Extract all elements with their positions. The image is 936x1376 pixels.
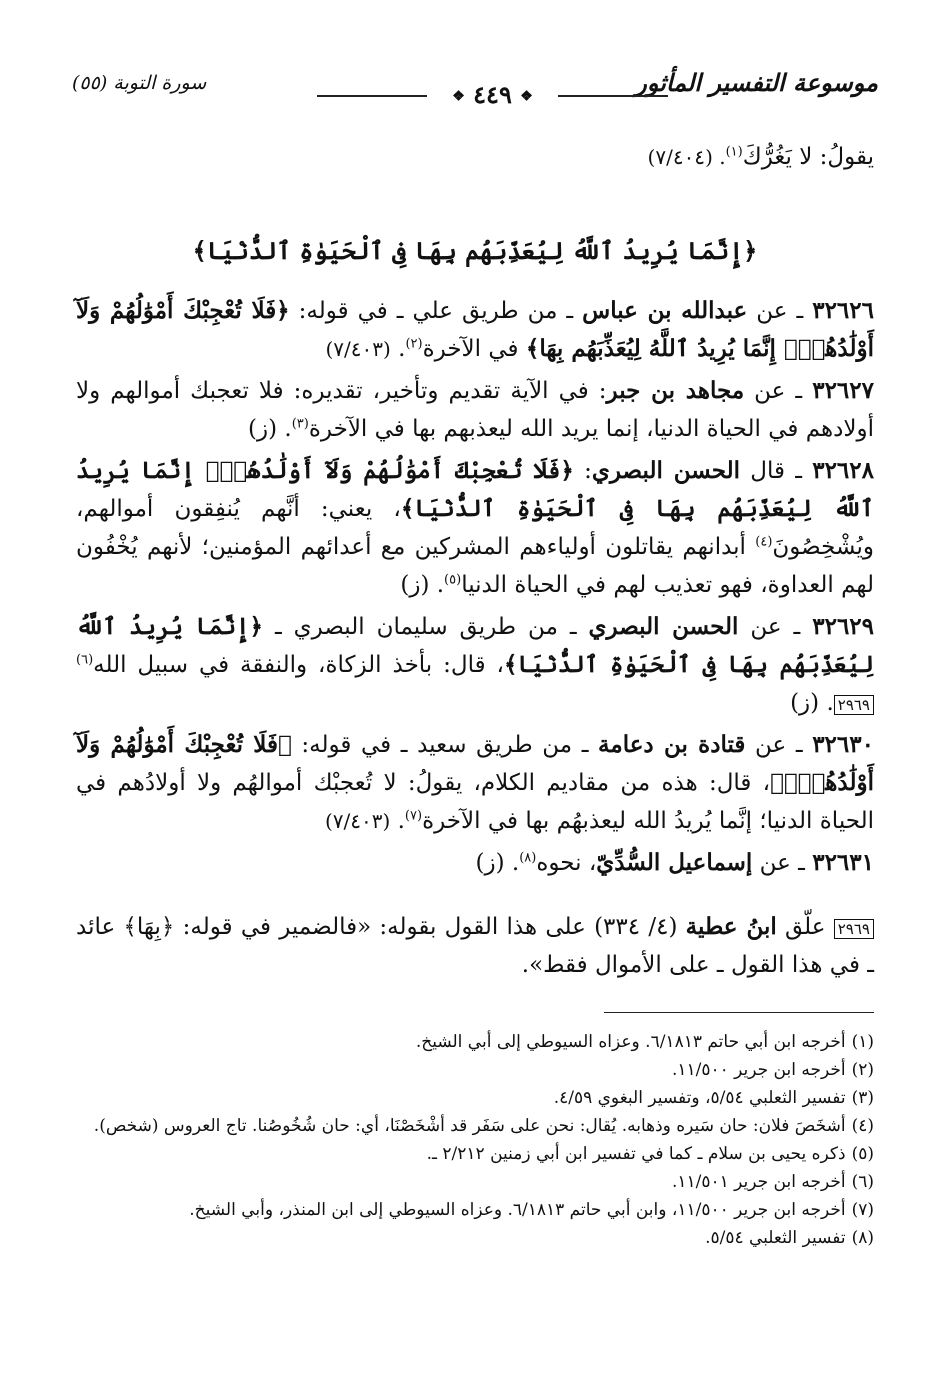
footnote-number: (٧) [851, 1200, 874, 1220]
entry-number: ٣٢٦٢٧ [812, 377, 874, 404]
entry-connector: ـ عن [752, 850, 813, 876]
footnote-number: (٥) [851, 1144, 874, 1164]
entry-text: . [390, 336, 406, 362]
footnote [76, 1196, 874, 1224]
entry-number: ٣٢٦٢٦ [812, 297, 874, 324]
footnote-number: (٢) [851, 1060, 874, 1080]
entry-text: أبدانهم يقاتلون أولياءهم المشركين مع أعدائهم المؤمنين؛ لأنهم يُخْفُون لهم العداوة، فهو تعذيب لهم في الحياة الدنيا [76, 534, 874, 598]
surah-title: سورة التوبة (٥٥) [72, 72, 207, 94]
footnote-separator [604, 1012, 874, 1013]
header-rule-left [317, 95, 427, 97]
entry-connector: ـ عن [745, 732, 813, 758]
narration-entry [76, 452, 874, 604]
entry-text: . [390, 808, 405, 834]
footnote-marker: (٣) [291, 416, 309, 432]
page-header [72, 68, 878, 108]
continuation-line [76, 138, 874, 176]
page-number-value: ٤٤٩ [473, 80, 512, 109]
continuation-text: يقولُ: لا يَغُرُّكَ [742, 144, 874, 170]
volume-reference: (٧/٤٠٣) [325, 337, 391, 361]
commentary-marker-box: ٢٩٦٩ [834, 695, 874, 715]
narration-entry [76, 372, 874, 448]
entry-connector: ـ عن [747, 298, 813, 324]
entry-text: ـ من طريق علي ـ في قوله: [289, 298, 583, 324]
footnote-marker: (٤) [755, 534, 773, 550]
entry-number: ٣٢٦٢٩ [812, 613, 875, 640]
entry-text: : [573, 458, 592, 484]
commentary-note [76, 908, 874, 984]
quran-quote: ﴿فَلَا تُعْجِبْكَ أَمْوَٰلُهُمْ وَلَآ أَوْلَٰدُهُمْۚ إِنَّمَا يُرِيدُ ٱللَّهُ لِيُعَذِّبَهُم بِهَا﴾ [76, 297, 874, 362]
entry-text: ، قال: هذه من مقاديم الكلام، يقولُ: لا تُعجبْك أموالهُم ولا أولادُهم في الحياة الدنيا؛ إنَّما يُريدُ الله ليعذبهُم بها في الآخرة [76, 770, 874, 834]
narrator-name: الحسن البصري [588, 613, 739, 640]
narrator-name: الحسن البصري [591, 457, 741, 484]
footnote-marker: (٥) [444, 572, 462, 588]
footnote-text: أخرجه ابن جرير ١١/٥٠٠. [671, 1060, 846, 1080]
volume-reference: (٧/٤٠٣) [324, 809, 391, 833]
entry-number: ٣٢٦٢٨ [812, 457, 874, 484]
entry-text: ، قال: بأخذ الزكاة، والنفقة في سبيل الله [93, 652, 504, 678]
entry-connector: ـ قال [740, 458, 813, 484]
narrator-name: مجاهد بن جبر [606, 377, 745, 404]
entry-text: ، نحوه [536, 850, 597, 876]
entry-number: ٣٢٦٣١ [812, 849, 874, 876]
entry-text: ـ من طريق سليمان البصري ـ [263, 614, 589, 640]
footnote-marker: (٢) [405, 336, 423, 352]
narrator-name: إسماعيل السُّدِّيّ [596, 849, 753, 876]
commentary-verb: علّق [776, 914, 834, 940]
footnote [76, 1028, 874, 1056]
footnote-text: أشخَصَ فلان: حان سَيره وذهابه. يُقال: نحن على سَفَر قد أشْخَصْنَا، أي: حان شُخُوصُنا. تاج العروس (شخص). [93, 1116, 846, 1136]
footnote [76, 1168, 874, 1196]
commentary-number-box: ٢٩٦٩ [834, 919, 874, 939]
footnote-text: أخرجه ابن أبي حاتم ٦/١٨١٣. وعزاه السيوطي إلى أبي الشيخ. [415, 1032, 846, 1052]
narrator-name: عبدالله بن عباس [582, 297, 748, 324]
main-text [76, 138, 874, 1007]
footnote-marker: (٦) [76, 652, 94, 668]
footnote-text: تفسير الثعلبي ٥/٥٤، وتفسير البغوي ٤/٥٩. [553, 1088, 846, 1108]
footnote-marker: (٨) [519, 850, 537, 866]
footnote-number: (٣) [851, 1088, 874, 1108]
narration-entry [76, 292, 874, 368]
page-number-block [317, 80, 668, 109]
entry-text: ـ من طريق سعيد ـ في قوله: [291, 732, 599, 758]
footnote-text: ذكره يحيى بن سلام ـ كما في تفسير ابن أبي زمنين ٢/٢١٢ ـ. [426, 1144, 846, 1164]
quran-quote: ﴿فَلَا تُعْجِبْكَ أَمْوَٰلُهُمْ وَلَآ أَوْلَٰدُهُمْۚ﴾ [76, 731, 874, 796]
footnote-number: (٤) [851, 1116, 874, 1136]
quran-quote: ﴿فَلَا تُعْجِبْكَ أَمْوَٰلُهُمْ وَلَآ أَوْلَٰدُهُمْۚ إِنَّمَا يُرِيدُ ٱللَّهُ لِيُعَذِّبَهُم بِهَا فِى ٱلْحَيَوٰةِ ٱلدُّنْيَا﴾ [76, 457, 875, 522]
section-heading-verse: ﴿إِنَّمَا يُرِيدُ ٱللَّهُ لِيُعَذِّبَهُم بِهَا فِى ٱلْحَيَوٰةِ ٱلدُّنْيَا﴾ [192, 236, 758, 265]
footnote-text: أخرجه ابن جرير ١١/٥٠١. [671, 1172, 846, 1192]
footnote [76, 1224, 874, 1252]
entry-text: . (ز) [475, 850, 520, 876]
commentary-text: (٤/ ٣٣٤) على هذا القول بقوله: «فالضمير في قوله: ﴿بِهَا﴾ عائد ـ في هذا القول ـ على الأموال فقط». [76, 914, 874, 978]
entry-text: . (ز) [790, 690, 834, 716]
ornament-icon: ❖ [452, 88, 465, 105]
entry-connector: ـ عن [744, 378, 813, 404]
footnote-number: (٨) [851, 1228, 874, 1248]
entry-connector: ـ عن [738, 614, 813, 640]
commentary-author: ابنُ عطية [685, 913, 777, 940]
volume-reference: . (٧/٤٠٤) [647, 145, 726, 169]
footnote-number: (١) [851, 1032, 874, 1052]
entry-text: ، يعني: أنَّهم يُنفِقون أموالهم، ويُشْخِصُونَ [76, 496, 874, 560]
narrator-name: قتادة بن دعامة [598, 731, 746, 758]
entry-number: ٣٢٦٣٠ [812, 731, 874, 758]
footnote [76, 1112, 874, 1140]
entry-text: . (ز) [400, 572, 445, 598]
quran-quote: ﴿إِنَّمَا يُرِيدُ ٱللَّهُ لِيُعَذِّبَهُم بِهَا فِى ٱلْحَيَوٰةِ ٱلدُّنْيَا﴾ [76, 613, 874, 678]
footnote [76, 1084, 874, 1112]
header-rule-right [558, 95, 668, 97]
footnote [76, 1056, 874, 1084]
footnote-marker: (١) [725, 144, 743, 160]
footnotes [76, 1028, 874, 1252]
entry-text: . (ز) [248, 416, 292, 442]
ornament-icon: ❖ [520, 88, 533, 105]
narration-entry [76, 726, 874, 840]
footnote-text: تفسير الثعلبي ٥/٥٤. [705, 1228, 846, 1248]
footnote [76, 1140, 874, 1168]
narration-entry [76, 608, 874, 722]
footnote-text: أخرجه ابن جرير ١١/٥٠٠، وابن أبي حاتم ٦/١٨١٣. وعزاه السيوطي إلى ابن المنذر، وأبي الشيخ. [189, 1200, 846, 1220]
narration-entry [76, 844, 874, 882]
footnote-number: (٦) [851, 1172, 874, 1192]
footnote-marker: (٧) [404, 808, 423, 824]
page-number [435, 80, 550, 109]
entry-text: في الآخرة [422, 336, 526, 362]
entry-text: : في الآية تقديم وتأخير، تقديره: فلا تعجبك أموالهم ولا أولادهم في الحياة الدنيا، إنما يريد الله ليعذبهم بها في الآخرة [76, 378, 874, 442]
running-title: موسوعة التفسير المأثور [635, 68, 878, 97]
